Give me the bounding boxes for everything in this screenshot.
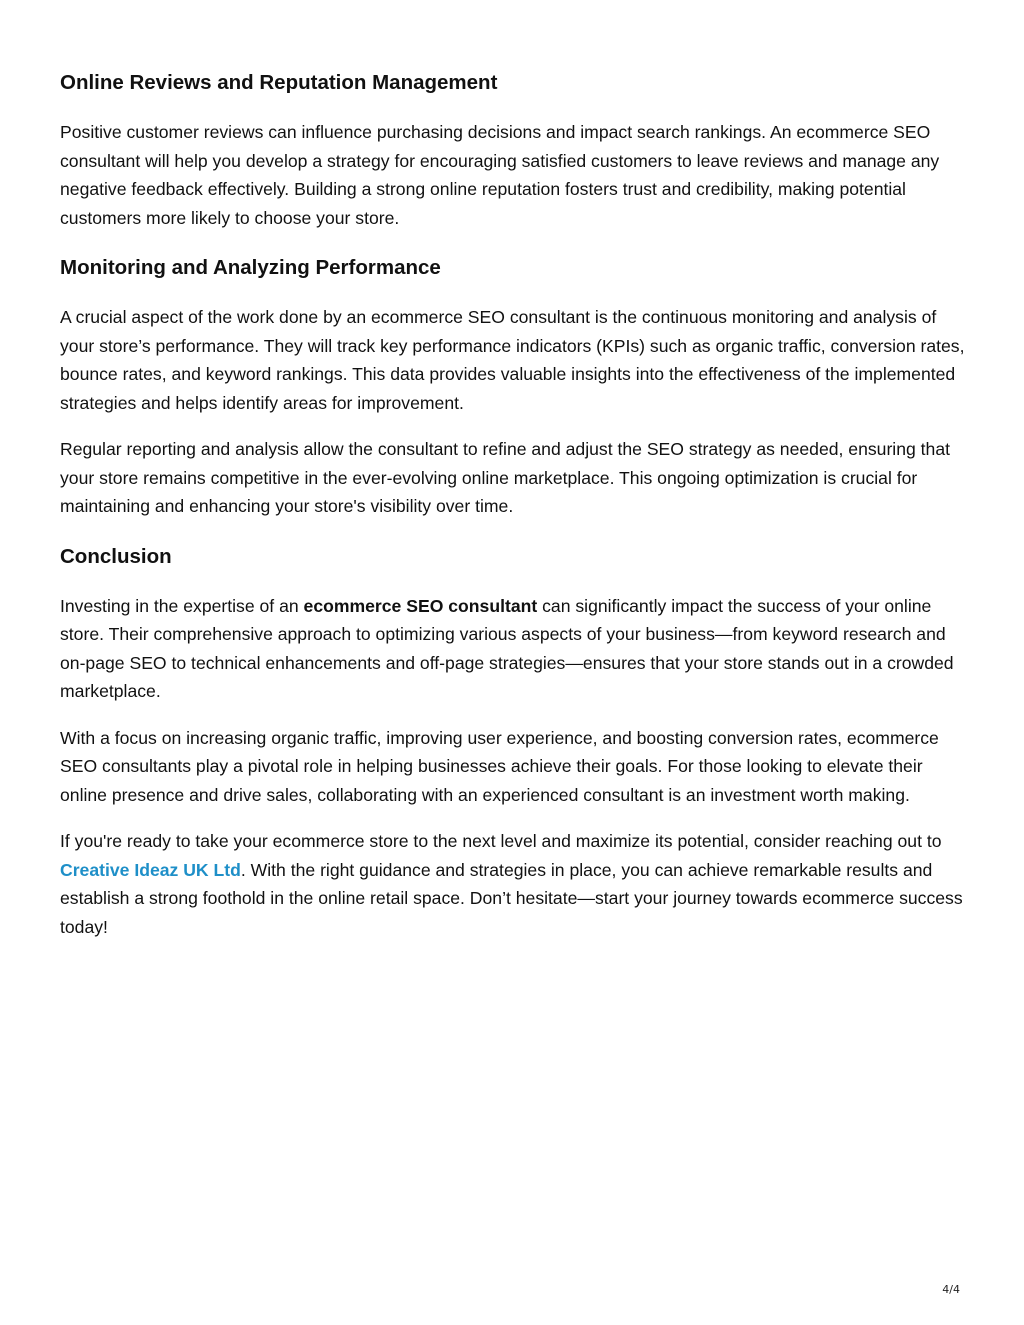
- heading-monitoring: Monitoring and Analyzing Performance: [60, 256, 441, 279]
- heading-reviews: Online Reviews and Reputation Management: [60, 71, 498, 94]
- paragraph-conclusion-3: [60, 827, 965, 941]
- conclusion-3-text-after: . With the right guidance and strategies in place, you can achieve remarkable results and establish a strong foothold in the online retail space. Don’t hesitate—start your journey towards ecommerce success today!: [60, 859, 963, 937]
- company-link[interactable]: Creative Ideaz UK Ltd: [60, 859, 241, 880]
- keyword-bold: ecommerce SEO consultant: [303, 595, 538, 616]
- conclusion-1-text-after: can significantly impact the success of your online store. Their comprehensive approach to optimizing various aspects of your business—from keyword research and on-page SEO to technical enhancements and off-page strategies—ensures that your store stands out in a crowded marketplace.: [60, 595, 954, 701]
- conclusion-3-text-before: If you're ready to take your ecommerce store to the next level and maximize its potential, consider reaching out to: [60, 831, 942, 851]
- paragraph-monitoring-2: Regular reporting and analysis allow the consultant to refine and adjust the SEO strategy as needed, ensuring that your store remains competitive in the ever-evolving online marketplace. This ongoing optimization is crucial for maintaining and enhancing your store's visibility over time.: [60, 439, 951, 516]
- heading-conclusion: Conclusion: [60, 544, 172, 568]
- conclusion-1-text-before: Investing in the expertise of an: [60, 595, 304, 616]
- paragraph-conclusion-2: With a focus on increasing organic traffic, improving user experience, and boosting conversion rates, ecommerce SEO consultants play a pivotal role in helping businesses achieve their goals. For those looking to elevate their online presence and drive sales, collaborating with an experienced consultant is an investment worth making.: [60, 727, 939, 805]
- paragraph-reviews: Positive customer reviews can influence purchasing decisions and impact search rankings. An ecommerce SEO consultant will help you develop a strategy for encouraging satisfied customers to leave reviews and manage any negative feedback effectively. Building a strong online reputation fosters trust and credibility, making potential customers more likely to choose your store.: [60, 122, 940, 228]
- paragraph-conclusion-1: [60, 592, 965, 706]
- page-number: 4/4: [942, 1283, 960, 1296]
- document-body: [60, 66, 965, 941]
- paragraph-monitoring-1: A crucial aspect of the work done by an ecommerce SEO consultant is the continuous monitoring and analysis of your store’s performance. They will track key performance indicators (KPIs) such as organic traffic, conversion rates, bounce rates, and keyword rankings. This data provides valuable insights into the effectiveness of the implemented strategies and helps identify areas for improvement.: [60, 307, 965, 413]
